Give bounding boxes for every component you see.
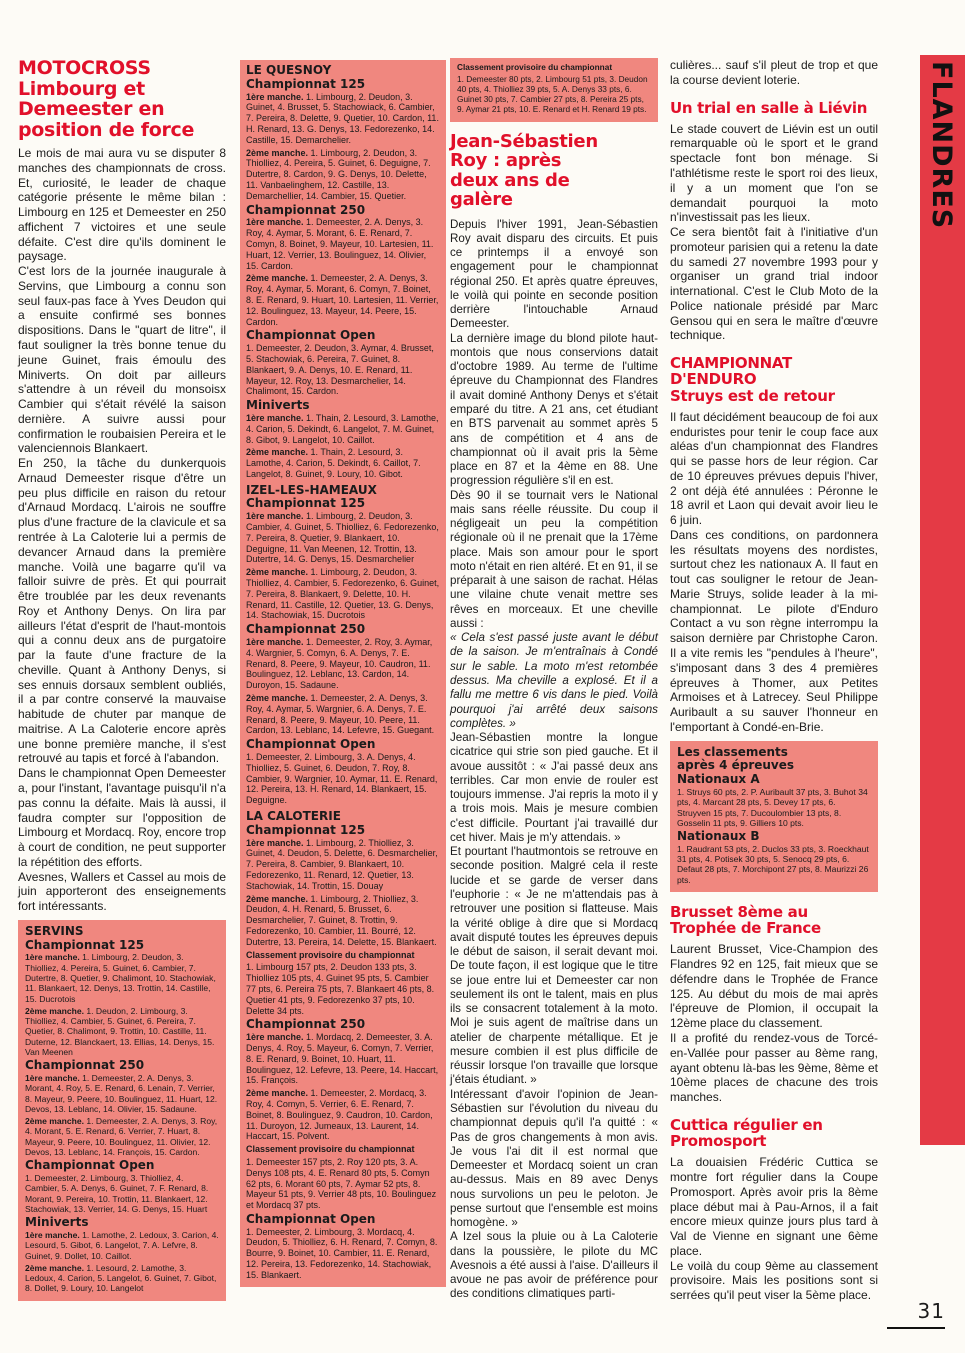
results-category-heading: Miniverts — [246, 398, 310, 413]
results-text: 1. Mordacq, 2. Demeester, 3. A. Denys, 4. Roy, 5. Mayeur, 6. Comyn, 7. Verrier, 8. E. Renard, 9. Boinet, 10. Huart, 11. Boulinguez, 12. Lefevre, 13. Peere, 14. Haccart, 15. François. — [246, 1032, 439, 1086]
results-line — [246, 511, 440, 565]
results-round-label: 2ème manche. — [246, 567, 309, 578]
paragraph: La dernière image du blond pilote haut-montois que nous conservions datait d'octobre 1989. Au terme de l'ultime épreuve du Championnat des Flandres il avait dominé Anthony Denys et s'était emparé du titre. A 21 ans, cet étudiant en BTS parvenait au sommet après 5 ans de compétition et 4 ans de championnat où il avait pris la 5ème place en 87 et la 4ème en 88. Une progression régulière s'il en est. — [450, 331, 658, 488]
results-round-label: 2ème manche. — [246, 273, 309, 284]
results-text: 1. Demeester 157 pts, 2. Roy 120 pts, 3. A. Denys 108 pts, 4. E. Renard 80 pts, 5. Comyn 62 pts, 6. Morant 60 pts, 7. Aymar 52 pts, 8. Mayeur 51 pts, 9. Verrier 48 pts, 10. Boulinguez et Mordacq 37 pts. — [246, 1156, 437, 1211]
paragraph: Ce sera bientôt fait à l'initiative d'un promoteur parisien qui a retenu la date du samedi 27 novembre 1993 pour y organiser un grand trial indoor international. C'est le Club Moto de la Police nationale présidé par Marc Gensou qui en sera le maître d'œuvre technique. — [670, 225, 878, 343]
results-line — [246, 637, 440, 691]
results-line — [246, 1032, 440, 1086]
paragraph: Dans ces conditions, on pardonnera les résultats moyens des nordistes, surtout chez les nationaux A. Il faut en tout cas souligner le retour de Jean-Marie Struys, solide leader à la mi-championnat. Le pilote d'Enduro Contact a vu son règne interrompu la saison dernière par Christophe Caron. Il a vite remis les "pendules à l'heure", s'imposant dans 3 des 4 premières épreuves à Thomer, aux Petites Armoises et à Latrecey. Seul Philippe Auribault a su sauver l'honneur en l'emportant à Condé-en-Brie. — [670, 527, 878, 734]
provisional-standings-box — [450, 58, 658, 122]
venue-heading: LA CALOTERIE — [246, 809, 341, 823]
results-category-heading: Championnat 250 — [246, 1017, 366, 1032]
results-column — [240, 60, 446, 1287]
results-line — [246, 567, 440, 621]
results-line — [246, 962, 440, 1016]
motocross-title: MOTOCROSS — [18, 57, 151, 79]
results-round-label: 1ère manche. — [246, 837, 304, 848]
results-text: 1. Demeester, 2. Limbourg, 3. A. Denys, 4. Thiolliez, 5. Guinet, 6. Deudon, 7. Roy, 8. Cambier, 9. Wargnier, 10. Aymar, 11. E. Renard, 12. Pereira, 13. H. Renard, 14. Blankaert, 15. Deguigne. — [246, 752, 438, 806]
results-text: 1. Demeester, 2. A. Denys, 3. Roy, 4. Aymar, 5. Morant, 6. Comyn, 7. Boinet, 8. E. Renard, 9. Huart, 10. Lartesien, 11. Verrier, 12. Boulinguez, 13. Mayeur, 14. Peere, 15. Cardon. — [246, 273, 439, 327]
results-line — [246, 950, 440, 961]
trial-headline: Un trial en salle à Liévin — [670, 98, 868, 117]
results-text: 1. Demeester, 2. A. Denys, 3. Roy, 4. Aymar, 5. Morant, 6. E. Renard, 7. Comyn, 8. Boinet, 9. Mayeur, 10. Lartesien, 11. Huart, 12. Verrier, 13. Boulinguez, 14. Olivier, 15. Cardon. — [246, 217, 434, 271]
enduro-standings-box — [670, 741, 878, 892]
results-text: 1. Thain, 2. Lesourd, 3. Lamothe, 4. Carion, 5. Dekindt, 6. Caillot, 7. Langelot, 8. Guinet, 9. Loury, 10. Gibot. — [246, 447, 421, 479]
results-category-heading: Championnat 125 — [246, 496, 366, 511]
paragraph: Intéressant d'avoir l'opinion de Jean-Sébastien sur l'évolution du niveau du championnat depuis qu'il l'a quitté : « Pas de gros changements à mon avis. Je vous l'ai dit il est normal que Demeester et Mordacq soient un cran au-dessus. Mais en 89 avec Denys nous survolions un peu le peloton. Je pense surtout que l'ensemble est moins homogène. » — [450, 1087, 658, 1230]
results-category-heading: Championnat 125 — [246, 76, 366, 91]
enduro-article — [670, 410, 878, 735]
results-text: 1. Demeester, 2. Roy, 3. Aymar, 4. Wargnier, 5. Comyn, 6. A. Denys, 7. E. Renard, 8. Peere, 9. Mayeur, 10. Caudron, 11. Boulinguez, 12. Leblanc, 13. Cardon, 14. Duroyon, 15. Sadaune. — [246, 637, 433, 691]
results-line — [246, 148, 440, 202]
paragraph: Et pourtant l'hautmontois se retrouve en seconde position. Malgré cela il reste lucide et se garde de verser dans l'euphorie : « Je ne m'attendais pas à retrouver une position si flatteuse. Mais la vérité oblige à dire que si Mordacq avait disputé toutes les épreuves depuis le début de saison, il serait devant moi. De toute façon, il est logique que le titre se joue entre lui et Demeester car non seulement ils ont le talent, mais en plus ils se consacrent totalement à la moto. Moi je suis agent de maîtrise dans un atelier de charpente métallique. Et je mesure combien il est plus difficile de réussir lorsque l'on travaille que lorsque j'étais étudiant. » — [450, 845, 658, 1087]
paragraph: Depuis l'hiver 1991, Jean-Sébastien Roy avait disparu des circuits. Et puis ce printemps il a envoyé son engagement pour le championnat régional 250. Et après quatre épreuves, le voilà qui pointe en seconde position derrière l'intouchable Arnaud Demeester. — [450, 217, 658, 331]
results-line — [25, 1116, 219, 1157]
standings-heading: Les classements — [677, 744, 788, 759]
venue-heading: SERVINS — [25, 923, 84, 938]
results-line — [25, 1230, 219, 1261]
results-round-label: 1ère manche. — [25, 1230, 80, 1241]
section-tag — [920, 55, 965, 1145]
results-text: 1. Demeester, 2. Limbourg, 3. Thiolliez, 4. Cambier, 5. A. Denys, 6. Guinet, 7. F. Renard, 8. Morant, 9. Pereira, 10. Trottin, 11. Blankaert, 12. Stachowiak, 13. Verrier, 14. G. Denys, 15. Huart — [25, 1173, 209, 1214]
results-line — [246, 343, 440, 397]
results-round-label: 2ème manche. — [246, 447, 309, 458]
paragraph: Jean-Sébastien montre la longue cicatrice qui strie son pied gauche. Et il avoue aussitôt : « J'ai passé deux ans terribles. Car mon envie de rouler est toujours immense. J'ai repris la moto il y a trois mois. Mais je mesure combien c'est difficile. Pourtant j'ai travaillé dur cet hiver. Mais je m'y attendais. » — [450, 731, 658, 844]
paragraph: La douaisien Frédéric Cuttica se montre fort régulier dans la Coupe Promosport. Après avoir pris la 8ème place début mai à Pau-Arnos, il a fait encore mieux quinze jours plus tard à Val de Vienne en signant une 6ème place. — [670, 1155, 878, 1258]
paragraph: « Cela s'est passé juste avant le début de la saison. Je m'entraînais à Condé sur le sable. La moto m'est retombée dessus. Ma cheville a explosé. Et il a fallu me mettre 6 vis dans le pied. Voilà pourquoi j'ai arrêté deux saisons complètes. » — [450, 631, 658, 730]
results-line — [246, 1144, 440, 1155]
paragraph: Il faut décidément beaucoup de foi aux enduristes pour tenir le coup face aux aléas d'un championnat des Flandres qui se passe hors de leur région. Car de 10 épreuves prévues depuis l'hiver, 2 ont déjà été annulées : Péronne le 18 avril et Laon qui devait avoir lieu le 6 juin. — [670, 409, 878, 528]
results-text: 1. Lamothe, 2. Ledoux, 3. Carion, 4. Lesourd, 5. Gibot, 6. Langelot, 7. A. Lefvre, 8. Guinet, 9. Dollet, 10. Caillot. — [25, 1230, 219, 1261]
enduro-title: CHAMPIONNAT D'ENDURO — [670, 354, 792, 389]
results-text: 1. Thain, 2. Lesourd, 3. Lamothe, 4. Carion, 5. Dekindt, 6. Langelot, 7. M. Guinet, 8. Gibot, 9. Langelot, 10. Caillot. — [246, 412, 439, 445]
results-line — [246, 273, 440, 327]
results-line — [246, 92, 440, 146]
results-category-heading: Championnat 250 — [246, 622, 366, 637]
standings-category-heading: Nationaux A — [677, 772, 760, 787]
results-text: 1. Limbourg, 2. Deudon, 3. Thiolliez, 4. Pereira, 5. Guinet, 6. Cambier, 7. Dutertre, 8. Quetier, 9. Chalimont, 10. Stachowiak, 11. Blankaert, 12. Denys, 13. Trottin, 14. Castille, 15. Ducrotois — [25, 952, 216, 1004]
results-round-label: 2ème manche. — [246, 693, 309, 704]
cuttica-headline: Cuttica régulier en Promosport — [670, 1115, 823, 1151]
results-text: 1. Limbourg, 2. Deudon, 3. Guinet, 4. Brusset, 5. Stachowiack, 6. Cambier, 7. Pereira, 8. Delette, 9. Quetier, 10. Cardon, 11. H. Renard, 13. G. Denys, 13. Fedorezenko, 14. Castille, 15. Demarchelier. — [246, 91, 439, 145]
results-text: 1. Deudon, 2. Limbourg, 3. Thiolliez, 4. Cambier, 5. Guinet, 6. Pereira, 7. Quetier, 8. Chalimont, 9. Trottin, 10. Castille, 11. Duterne, 12. Blanckaert, 13. Ellias, 14. Denys, 15. Van Meenen — [25, 1005, 215, 1057]
results-category-heading: Miniverts — [25, 1215, 89, 1230]
results-line — [246, 1157, 440, 1211]
standings-category-heading: Nationaux B — [677, 829, 760, 844]
results-text: 1. Limbourg, 2. Thiolliez, 3. Guinet, 4. Deudon, 5. Delette, 6. Desmarchelier, 7. Pereira, 8. Cambier, 9. Blankaert, 10. Fedorezenko, 11. Renard, 12. Quetier, 13. Stachowiak, 14. Trottin, 15. Douay — [246, 837, 438, 891]
standings-text: 1. Struys 60 pts, 2. P. Auribault 37 pts, 3. Buhot 34 pts, 4. Marcant 28 pts, 5. Devey 17 pts, 6. Struyven 15 pts, 7. Ducoulombier 13 pts, 8. Gosselin 11 pts, 9. Gilliers 10 pts. — [677, 787, 868, 828]
results-round-label: Classement provisoire du championnat — [246, 949, 415, 960]
results-round-label: 2ème manche. — [25, 1262, 85, 1273]
results-round-label: 2ème manche. — [246, 893, 309, 904]
results-round-label: 2ème manche. — [246, 1088, 309, 1099]
paragraph: Le stade couvert de Liévin est un outil remarquable où le sport et le grand spectacle font bon ménage. Si l'athlétisme reste le sport roi des lieux, il y a un moment que l'on se demandait pourquoi la moto n'investissait pas les lieux. — [670, 121, 878, 225]
paragraph: C'est lors de la journée inaugurale à Servins, que Limbourg a connu son seul faux-pas face à Yves Deudon qui a ensuite confirmé ses bonnes dispositions. Dans le "quart de litre", il faut souligner la très bonne tenue du jeune Guinet, frais émoulu des Miniverts. On doit par ailleurs s'attendre à un réveil du monsoisx Cambier qui s'était révélé la saison dernière. A suivre aussi pour confirmation le roubaisien Pereira et le valenciennois Blankaert. — [18, 264, 226, 456]
results-text: 1. Limbourg, 2. Thiolliez, 3. Deudon, 4. H. Renard, 5. Brusset, 6. Desmarchelier, 7. Guinet, 8. Trottin, 9. Fedorezenko, 10. Cambier, 11. Bourré, 12. Dutertre, 13. Pereira, 14. Delette, 15. Blankaert. — [246, 893, 437, 947]
results-line — [25, 1263, 219, 1294]
results-round-label: 2ème manche. — [25, 1116, 85, 1127]
results-category-heading: Championnat Open — [246, 737, 376, 752]
results-category-heading: Championnat Open — [246, 328, 376, 343]
standings-text: 1. Raudrant 53 pts, 2. Duclos 33 pts, 3. Roeckhaut 31 pts, 4. Potisek 30 pts, 5. Senocq 29 pts, 6. Defaut 28 pts, 7. Morchipont 27 pts, 8. Maurizzi 26 pts. — [677, 843, 869, 885]
results-line — [246, 217, 440, 271]
servins-results-box — [18, 920, 226, 1301]
results-text: 1. Lesourd, 2. Lamothe, 3. Ledoux, 4. Carion, 5. Langelot, 6. Guinet, 7. Gibot, 8. Dollet, 9. Loury, 10. Langelot — [25, 1262, 217, 1294]
results-round-label: 1ère manche. — [25, 952, 80, 963]
trial-article — [670, 122, 878, 343]
results-line — [25, 1173, 219, 1214]
results-line — [246, 838, 440, 892]
results-round-label: 2ème manche. — [25, 1005, 85, 1016]
paragraph: Dans le championnat Open Demeester a, pour l'instant, l'avantage puisqu'il n'a pas connu la défaite. Mais là aussi, il faudra compter sur l'opposition de Limbourg et Mordacq. Roy, encore trop à court de condition, ne peut supporter la répétition des efforts. — [18, 766, 226, 869]
results-line — [25, 952, 219, 1003]
results-text: 1. Demeester, 2. Limbourg, 3. Mordacq, 4. Deudon, 5. Thiolliez, 6. H. Renard, 7. Comyn, 8. Bourre, 9. Boinet, 10. Cambier, 11. E. Renard, 12. Pereira, 13. Fedorezenko, 14. Stachowiak, 15. Blankaert. — [246, 1226, 438, 1280]
results-round-label: 1ère manche. — [246, 412, 304, 423]
results-line — [25, 1006, 219, 1057]
results-text: 1. Demeester, 2. A. Denys, 3. Roy, 4. Aymar, 5. Wargnier, 6. A. Denys, 7. E. Renard, 8. Peere, 9. Mayeur, 10. Peere, 11. Cardon, 13. Leblanc, 14. Lefevre, 15. Guegant. — [246, 693, 435, 736]
results-line — [246, 413, 440, 445]
standings-subheading: après 4 épreuves — [677, 758, 795, 773]
column-4-intro: culières... sauf s'il pleut de trop et que la course devient loterie. — [670, 58, 878, 87]
provisional-standings-heading: Classement provisoire du championnat — [457, 62, 613, 72]
results-round-label: 1ère manche. — [246, 1032, 304, 1043]
results-round-label: 1ère manche. — [25, 1073, 80, 1084]
paragraph: A Izel sous la pluie ou à La Caloterie dans la poussière, le pilote du MC Avesnois a été aussi à l'aise. D'ailleurs il avoue ne pas avoir de préférence pour des conditions climatiques parti- — [450, 1230, 658, 1301]
paragraph: Dès 90 il se tournait vers le National mais sans réelle réussite. Du coup il négligeait un peu la compétition régionale où il ne prenait que la 17ème place. Mais son amour pour le sport moto n'était en rien altéré. Et en 91, il se préparait à une saison de rachat. Hélas une vilaine chute venait mettre ses rêves en morceaux. Et une cheville aussi : — [450, 488, 658, 630]
results-line — [246, 693, 440, 736]
results-round-label: 1ère manche. — [246, 511, 304, 522]
paragraph: Il a profité du rendez-vous de Torcé-en-Vallée pour passer au 8ème rang, ayant obtenu là-bas les 9ème, 8ème et 10ème places de chacune des trois manches. — [670, 1031, 878, 1105]
results-text: 1. Limbourg 157 pts, 2. Deudon 133 pts, 3. Thiolliez 105 pts, 4. Guinet 95 pts, 5. Cambier 77 pts, 6. Pereira 75 pts, 7. Blankaert 46 pts, 8. Quetier 41 pts, 9. Fedorezenko 37 pts, 10. Delette 34 pts. — [246, 962, 435, 1016]
results-round-label: Classement provisoire du championnat — [246, 1144, 415, 1155]
results-line — [246, 1088, 440, 1142]
results-line — [246, 447, 440, 479]
results-text: 1. Demeester, 2. A. Denys, 3. Morant, 4. Roy, 5. E. Renard, 6. Lenain, 7. Verrier, 8. Mayeur, 9. Peere, 10. Boulinguez, 11. Huart, 12. Devos, 13. Leblanc, 14. Olivier, 15. Sadaune. — [25, 1073, 218, 1114]
roy-headline: Jean-Sébastien Roy : après deux ans de galère — [450, 130, 598, 211]
paragraph: Avesnes, Wallers et Cassel au mois de juin apporteront des enseignements fort intéressants. — [18, 869, 226, 914]
paragraph: En 250, la tâche du dunkerquois Arnaud Demeester risque d'être un peu plus difficile en raison du retour d'Arnaud Mordacq. L'airois ne souffre plus d'une fracture de la clavicule et sa rentrée à La Caloterie lui a permis de devancer Arnaud dans la première manche. Voilà une bagarre qu'il va falloir suivre de près. Et qui pourrait être troublée par les deux revenants Roy et Anthony Denys. On lira par ailleurs l'état d'esprit de l'haut-montois qui a connu deux ans de purgatoire par la faute d'une fracture de la cheville. Quant à Anthony Denys, si ses ennuis dorsaux semblent oubliés, il a par contre conservé la mauvaise habitude de chuter par manque de maitrise. A La Caloterie encore après une bonne première manche, il s'est retrouvé au tapis et forcé à l'abandon. — [18, 456, 226, 766]
motocross-article — [18, 146, 226, 914]
results-text: 1. Limbourg, 2. Deudon, 3. Thiolliez, 4. Pereira, 5. Guinet, 6. Deguigne, 7. Dutertre, 8. Cardon, 9. G. Denys, 10. Delette, 11. Vanbaelinghem, 12. Castille, 13. Demarchellier, 14. Cambier, 15. Quetier. — [246, 147, 431, 201]
paragraph: Laurent Brusset, Vice-Champion des Flandres 92 en 125, fait mieux que se défendre dans le Trophée de France 125. Au début du mois de mai après l'épreuve de Plomion, il occupait la 12ème place du classement. — [670, 942, 878, 1031]
results-text: 1. Demeester, 2. Deudon, 3. Aymar, 4. Brusset, 5. Stachowiak, 6. Pereira, 7. Guinet, 8. Blankaert, 9. A. Denys, 10. E. Renard, 11. Mayeur, 12. Roy, 13. Desmarchelier, 14. Chalimont, 15. Cardon. — [246, 343, 434, 397]
enduro-headline: Struys est de retour — [670, 386, 835, 405]
results-line — [25, 1073, 219, 1114]
results-round-label: 1ère manche. — [246, 91, 304, 102]
results-category-heading: Championnat Open — [25, 1158, 155, 1173]
page-number: 31 — [917, 1299, 945, 1323]
brusset-headline: Brusset 8ème au Trophée de France — [670, 903, 821, 938]
results-round-label: 1ère manche. — [246, 217, 304, 228]
paragraph: Le voilà du coup 9ème au classement provisoire. Mais les positions sont si serrées qu'il peut viser la 5ème place. — [670, 1258, 878, 1303]
results-round-label: 1ère manche. — [246, 637, 304, 648]
results-category-heading: Championnat 250 — [246, 202, 366, 217]
page-number-rule — [887, 1327, 945, 1329]
column-3 — [450, 58, 658, 1302]
venue-heading: IZEL-LES-HAMEAUX — [246, 482, 377, 497]
results-category-heading: Championnat 250 — [25, 1058, 145, 1073]
results-category-heading: Championnat Open — [246, 1211, 376, 1226]
column-4 — [670, 58, 878, 1303]
paragraph: Le mois de mai aura vu se disputer 8 manches des championnats de cross. Et, curiosité, le leader de chaque catégorie présente le même bilan : Limbourg en 125 et Demeester en 250 affichent 7 victoires et une seule défaite. C'est dire qu'ils dominent le paysage. — [18, 146, 226, 264]
results-category-heading: Championnat 125 — [246, 822, 366, 837]
results-text: 1. Limbourg, 2. Deudon, 3. Thiolliez, 4. Cambier, 5. Fedorezenko, 6. Guinet, 7. Pereira, 8. Blankaert, 9. Delette, 10. H. Renard, 11. Castille, 12. Quetier, 13. G. Denys, 14. Stachowiak, 15. Ducrotois — [246, 567, 440, 621]
results-line — [246, 894, 440, 948]
provisional-standings-text: 1. Demeester 80 pts, 2. Limbourg 51 pts, 3. Deudon 40 pts, 4. Thiolliez 39 pts, 5. A. Denys 33 pts, 6. Guinet 30 pts, 7. Cambier 27 pts, 8. Pereira 25 pts, 9. Aymar 21 pts, 10. E. Renard et H. Renard 19 pts. — [457, 73, 648, 114]
results-text: 1. Demeester, 2. A. Denys, 3. Roy, 4. Morant, 5. E. Renard, 6. Verrier, 7. Huart, 8. Mayeur, 9. Peere, 10. Boulinguez, 11. Olivier, 12. Devos, 13. Leblanc, 14. François, 15. Cardon. — [25, 1116, 218, 1158]
cuttica-article — [670, 1155, 878, 1303]
brusset-article — [670, 942, 878, 1104]
motocross-headline: Limbourg et Demeester en position de force — [18, 77, 195, 141]
roy-article — [450, 218, 658, 1302]
results-category-heading: Championnat 125 — [25, 937, 145, 952]
results-text: 1. Demeester, 2. Mordacq, 3. Roy, 4. Comyn, 5. Verrier, 6. E. Renard, 7. Boinet, 8. Boulinguez, 9. Caudron, 10. Cardon, 11. Duroyon, 12. Jumeaux, 13. Laurent, 14. Haccart, 15. Polvent. — [246, 1088, 433, 1142]
results-line — [246, 752, 440, 806]
column-1 — [18, 58, 226, 1301]
results-round-label: 2ème manche. — [246, 147, 309, 158]
section-tag-label: FLANDRES — [926, 61, 957, 230]
results-line — [246, 1227, 440, 1281]
results-text: 1. Limbourg, 2. Deudon, 3. Cambier, 4. Guinet, 5. Thiolliez, 6. Fedorezenko, 7. Pereira, 8. Quetier, 9. Blankaert, 10. Deguigne, 11. Van Meenen, 12. Trottin, 13. Dutertre, 14. G. Denys, 15. Desmarchelier — [246, 511, 439, 565]
venue-heading: LE QUESNOY — [246, 63, 332, 77]
